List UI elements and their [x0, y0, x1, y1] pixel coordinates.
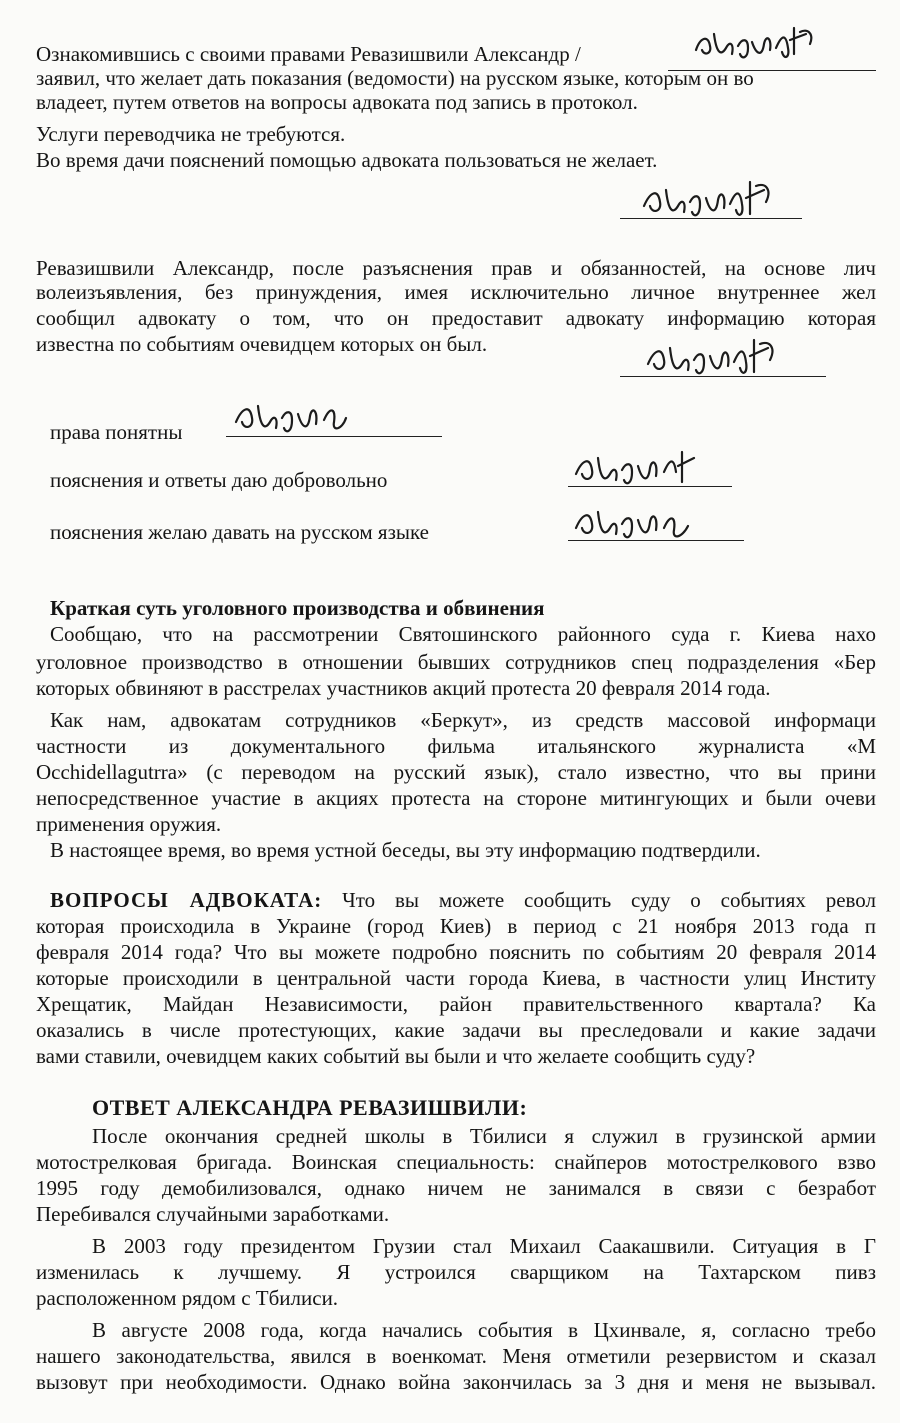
answer-line-2: мотострелковая бригада. Воинская специальность: снайперов мотострелкового взво	[36, 1150, 876, 1174]
p2-line-3: сообщил адвокату о том, что он предоставит адвокату информацию которая	[36, 306, 876, 330]
answer-line-5: В 2003 году президентом Грузии стал Михаил Саакашвили. Ситуация в Г	[92, 1234, 876, 1258]
signature-underline-6	[568, 540, 744, 541]
section1-line-7: непосредственное участие в акциях протеста на стороне митингующих и были очеви	[36, 786, 876, 810]
answer-heading: ОТВЕТ АЛЕКСАНДРА РЕВАЗИШВИЛИ:	[92, 1096, 528, 1120]
questions-line-2: которая происходила в Украине (город Киев) в период с 21 ноября 2013 года п	[36, 914, 876, 938]
signature-underline-2	[620, 218, 802, 219]
p1-line-4: Услуги переводчика не требуются.	[36, 122, 346, 146]
questions-line-1	[50, 888, 876, 912]
confirmation-rights-understood: права понятны	[50, 420, 183, 444]
confirmation-russian-language: пояснения желаю давать на русском языке	[50, 520, 429, 544]
answer-line-3: 1995 году демобилизовался, однако ничем не занимался в связи с безработ	[36, 1176, 876, 1200]
section1-line-6: Occhidellagutrra» (с переводом на русский язык), стало известно, что вы прини	[36, 760, 876, 784]
questions-lead: ВОПРОСЫ АДВОКАТА:	[50, 888, 323, 912]
p1-line-3: владеет, путем ответов на вопросы адвоката под запись в протокол.	[36, 90, 638, 114]
p1-line-5: Во время дачи пояснений помощью адвоката пользоваться не желает.	[36, 148, 658, 172]
section1-line-3: которых обвиняют в расстрелах участников акций протеста 20 февраля 2014 года.	[36, 676, 771, 700]
questions-line-6: оказались в числе протестующих, какие задачи вы преследовали и какие задачи	[36, 1018, 876, 1042]
p1-line-1: Ознакомившись с своими правами Ревазишвили Александр /	[36, 42, 581, 66]
p2-line-1: Ревазишвили Александр, после разъяснения прав и обязанностей, на основе лич	[36, 256, 876, 280]
section1-line-8: применения оружия.	[36, 812, 222, 836]
answer-line-1: После окончания средней школы в Тбилиси я служил в грузинской армии	[92, 1124, 876, 1148]
section-heading-summary: Краткая суть уголовного производства и обвинения	[50, 596, 545, 620]
section1-line-5: частности из документального фильма итальянского журналиста «М	[36, 734, 876, 758]
signature-underline-4	[226, 436, 442, 437]
section1-line-2: уголовное производство в отношении бывших сотрудников спец подразделения «Бер	[36, 650, 876, 674]
signature-5	[572, 446, 702, 490]
confirmation-voluntary: пояснения и ответы даю добровольно	[50, 468, 388, 492]
answer-line-9: нашего законодательства, явился в военкомат. Меня отметили резервистом и сказал	[36, 1344, 876, 1368]
answer-line-10: вызовут при необходимости. Однако война закончилась за 3 дня и меня не вызывал.	[36, 1370, 876, 1394]
questions-line-7: вами ставили, очевидцем каких событий вы были и что желаете сообщить суду?	[36, 1044, 756, 1068]
signature-underline-3	[620, 376, 826, 377]
p2-line-2: волеизъявления, без принуждения, имея исключительно личное внутреннее жел	[36, 280, 876, 304]
questions-line-3: февраля 2014 года? Что вы можете подробно пояснить по событиям 20 февраля 2014	[36, 940, 876, 964]
p1-line-2: заявил, что желает дать показания (ведомости) на русском языке, которым он во	[36, 66, 754, 90]
questions-line-4: которые происходили в центральной части города Киева, в частности улиц Институ	[36, 966, 876, 990]
questions-first-rest: Что вы можете сообщить суду о событиях револ	[342, 888, 876, 912]
signature-1	[690, 20, 820, 64]
p2-line-4: известна по событиям очевидцем которых он был.	[36, 332, 488, 356]
answer-line-4: Перебивался случайными заработками.	[36, 1202, 390, 1226]
section1-line-9: В настоящее время, во время устной беседы, вы эту информацию подтвердили.	[50, 838, 761, 862]
answer-line-8: В августе 2008 года, когда начались события в Цхинвале, я, согласно требо	[92, 1318, 876, 1342]
section1-line-1: Сообщаю, что на рассмотрении Святошинского районного суда г. Киева нахо	[50, 622, 876, 646]
answer-line-7: расположенном рядом с Тбилиси.	[36, 1286, 339, 1310]
signature-underline-5	[568, 486, 732, 487]
signature-4	[232, 396, 352, 438]
section1-line-4: Как нам, адвокатам сотрудников «Беркут», из средств массовой информаци	[50, 708, 876, 732]
questions-line-5: Хрещатик, Майдан Независимости, район правительственного квартала? Ка	[36, 992, 876, 1016]
answer-line-6: изменилась к лучшему. Я устроился сварщиком на Тахтарском пивз	[36, 1260, 876, 1284]
